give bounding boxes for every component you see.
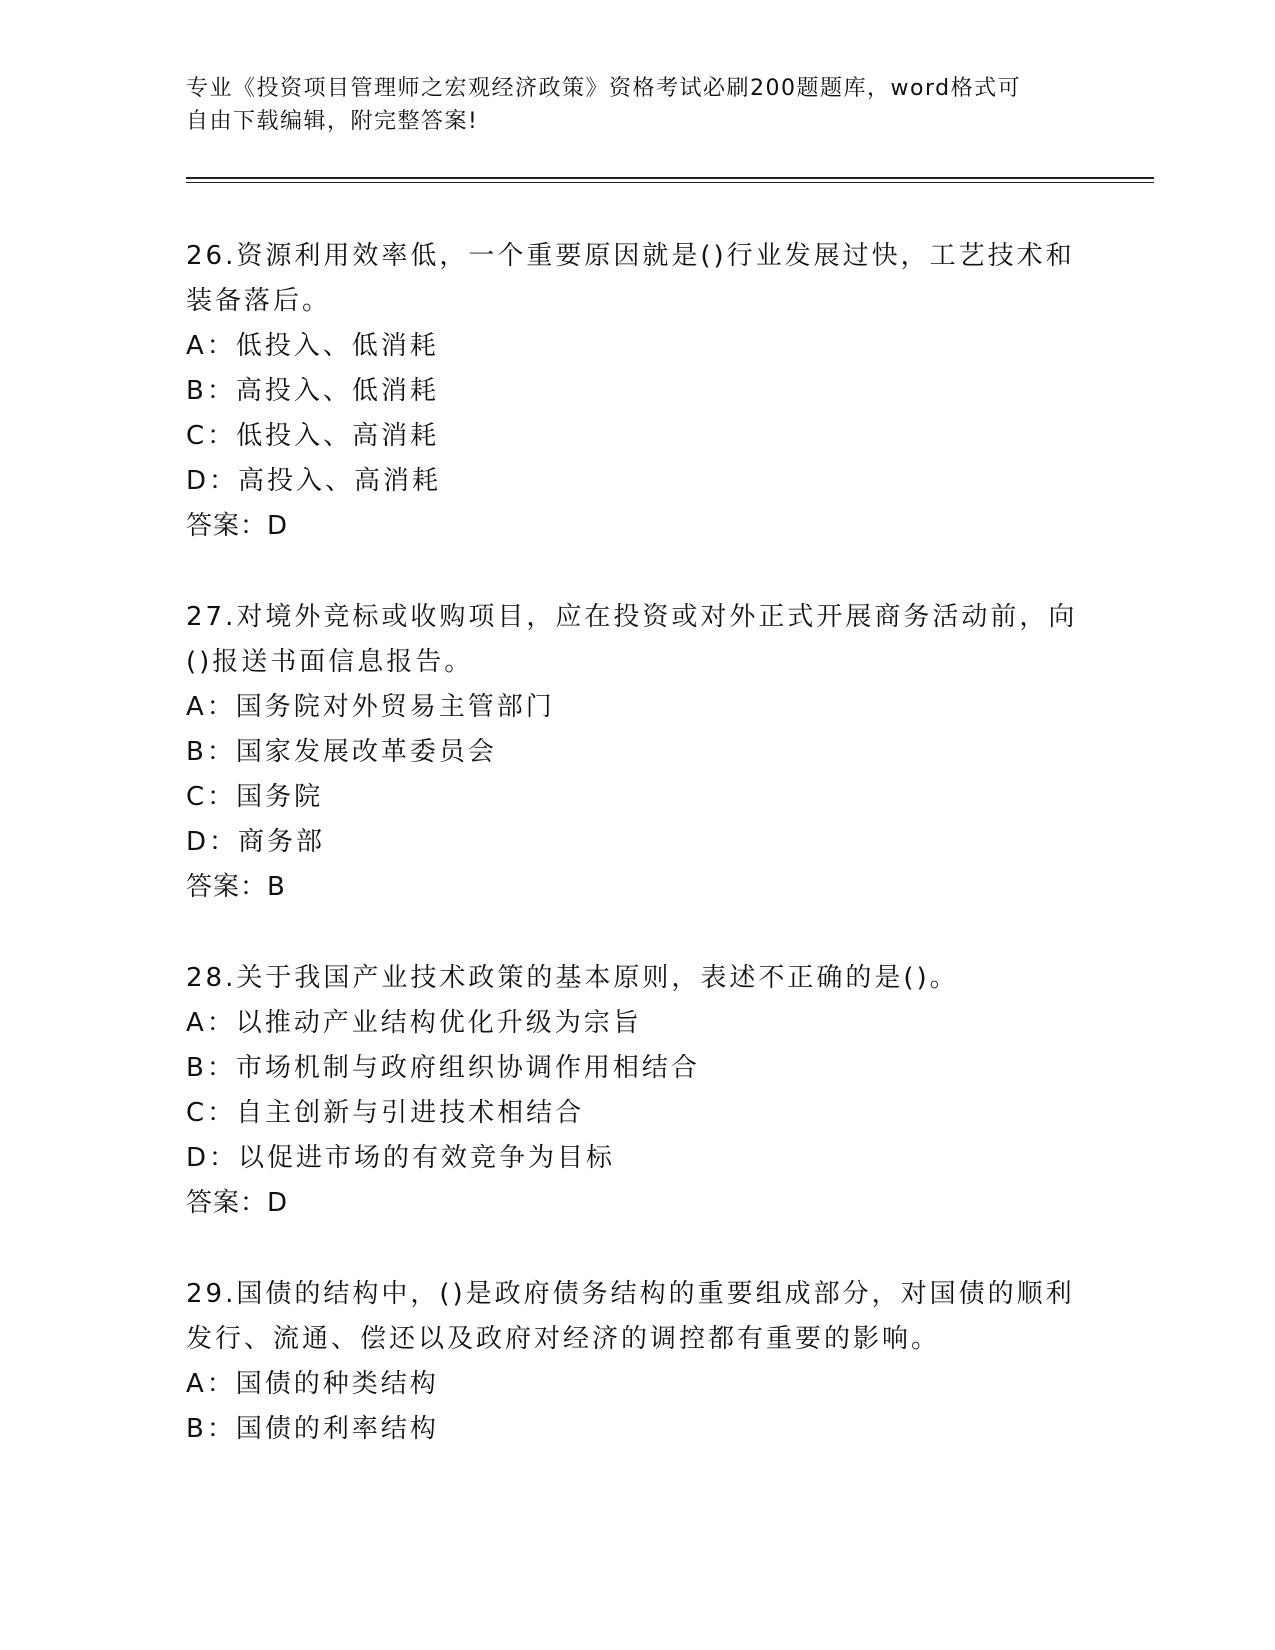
header-line-1: 专业《投资项目管理师之宏观经济政策》资格考试必刷200题题库，word格式可 [186,76,1022,101]
option-d: D：以促进市场的有效竞争为目标 [186,1143,616,1173]
header-divider-thick [186,177,1154,179]
document-header [186,72,1066,138]
question-stem [186,1272,1086,1362]
question-26 [186,234,1086,549]
option-c: C：国务院 [186,782,324,812]
option-c: C：自主创新与引进技术相结合 [186,1098,585,1128]
question-stem-line: 26.资源利用效率低，一个重要原因就是()行业发展过快，工艺技术和 [186,241,1075,271]
header-line-2: 自由下载编辑，附完整答案! [186,109,479,134]
question-list [186,234,1086,1452]
question-stem [186,595,1086,685]
question-stem-line: 29.国债的结构中，()是政府债务结构的重要组成部分，对国债的顺利 [186,1279,1075,1309]
answer: 答案：D [186,1188,289,1218]
question-stem-line: ()报送书面信息报告。 [186,647,474,677]
option-b: B：高投入、低消耗 [186,376,439,406]
question-stem-line: 装备落后。 [186,286,332,316]
header-divider-thin [186,182,1154,183]
option-a: A：国债的种类结构 [186,1369,439,1399]
question-29 [186,1272,1086,1452]
question-stem-line: 27.对境外竞标或收购项目，应在投资或对外正式开展商务活动前，向 [186,602,1078,632]
option-d: D：商务部 [186,827,326,857]
question-stem [186,956,1086,1001]
option-b: B：市场机制与政府组织协调作用相结合 [186,1053,700,1083]
option-b: B：国家发展改革委员会 [186,737,497,767]
option-a: A：国务院对外贸易主管部门 [186,692,555,722]
option-b: B：国债的利率结构 [186,1414,439,1444]
question-stem [186,234,1086,324]
option-c: C：低投入、高消耗 [186,421,440,451]
question-28 [186,956,1086,1226]
answer: 答案：D [186,511,289,541]
option-d: D：高投入、高消耗 [186,466,442,496]
answer: 答案：B [186,872,286,902]
option-a: A：以推动产业结构优化升级为宗旨 [186,1008,642,1038]
question-stem-line: 发行、流通、偿还以及政府对经济的调控都有重要的影响。 [186,1324,941,1354]
option-a: A：低投入、低消耗 [186,331,439,361]
question-stem-line: 28.关于我国产业技术政策的基本原则，表述不正确的是()。 [186,963,959,993]
question-27 [186,595,1086,910]
